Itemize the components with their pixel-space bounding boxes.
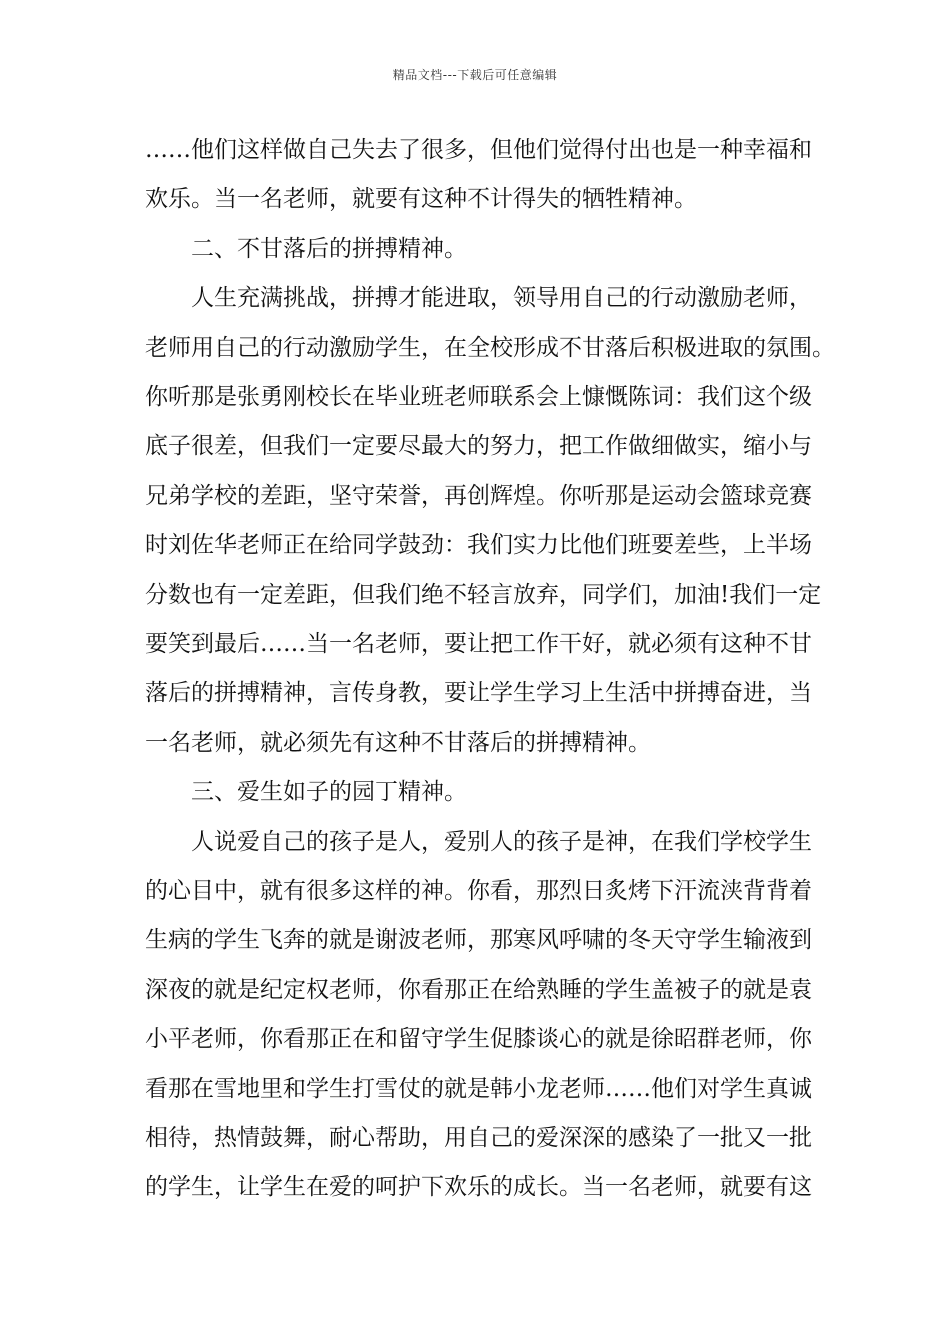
- text-line: 一名老师，就必须先有这种不甘落后的拼搏精神。: [145, 729, 651, 756]
- text-line: 落后的拼搏精神，言传身教，要让学生学习上生活中拼搏奋进，当: [145, 680, 812, 707]
- text-line: ……他们这样做自己失去了很多，但他们觉得付出也是一种幸福和: [145, 137, 812, 163]
- text-line: 二、不甘落后的拼搏精神。: [191, 235, 467, 262]
- text-line: 生病的学生飞奔的就是谢波老师，那寒风呼啸的冬天守学生输液到: [145, 927, 812, 954]
- page-header: 精品文档---下载后可任意编辑: [392, 68, 558, 82]
- text-line: 兄弟学校的差距，坚守荣誉，再创辉煌。你听那是运动会篮球竞赛: [145, 482, 812, 509]
- text-line: 看那在雪地里和学生打雪仗的就是韩小龙老师……他们对学生真诚: [145, 1075, 812, 1102]
- text-line: 的学生，让学生在爱的呵护下欢乐的成长。当一名老师，就要有这: [145, 1174, 812, 1201]
- text-line: 底子很差，但我们一定要尽最大的努力，把工作做细做实，缩小与: [145, 433, 812, 460]
- text-line: 要笑到最后……当一名老师，要让把工作干好，就必须有这种不甘: [145, 631, 812, 657]
- text-line: 相待，热情鼓舞，耐心帮助，用自己的爱深深的感染了一批又一批: [145, 1125, 812, 1151]
- text-line: 深夜的就是纪定权老师，你看那正在给熟睡的学生盖被子的就是袁: [145, 976, 812, 1003]
- text-line: 欢乐。当一名老师，就要有这种不计得失的牺牲精神。: [145, 186, 697, 213]
- text-line: 分数也有一定差距，但我们绝不轻言放弃，同学们，加油!我们一定: [145, 581, 822, 608]
- text-line: 的心目中，就有很多这样的神。你看，那烈日炙烤下汗流浃背背着: [145, 878, 812, 904]
- text-line: 时刘佐华老师正在给同学鼓劲：我们实力比他们班要差些，上半场: [145, 532, 812, 559]
- text-line: 你听那是张勇刚校长在毕业班老师联系会上慷慨陈词：我们这个级: [145, 384, 812, 410]
- text-line: 老师用自己的行动激励学生，在全校形成不甘落后积极进取的氛围。: [145, 334, 835, 361]
- text-line: 小平老师，你看那正在和留守学生促膝谈心的就是徐昭群老师，你: [145, 1026, 812, 1053]
- text-line: 人生充满挑战，拼搏才能进取，领导用自己的行动激励老师，: [191, 285, 812, 312]
- text-line: 三、爱生如子的园丁精神。: [191, 779, 467, 806]
- text-line: 人说爱自己的孩子是人，爱别人的孩子是神，在我们学校学生: [191, 828, 812, 855]
